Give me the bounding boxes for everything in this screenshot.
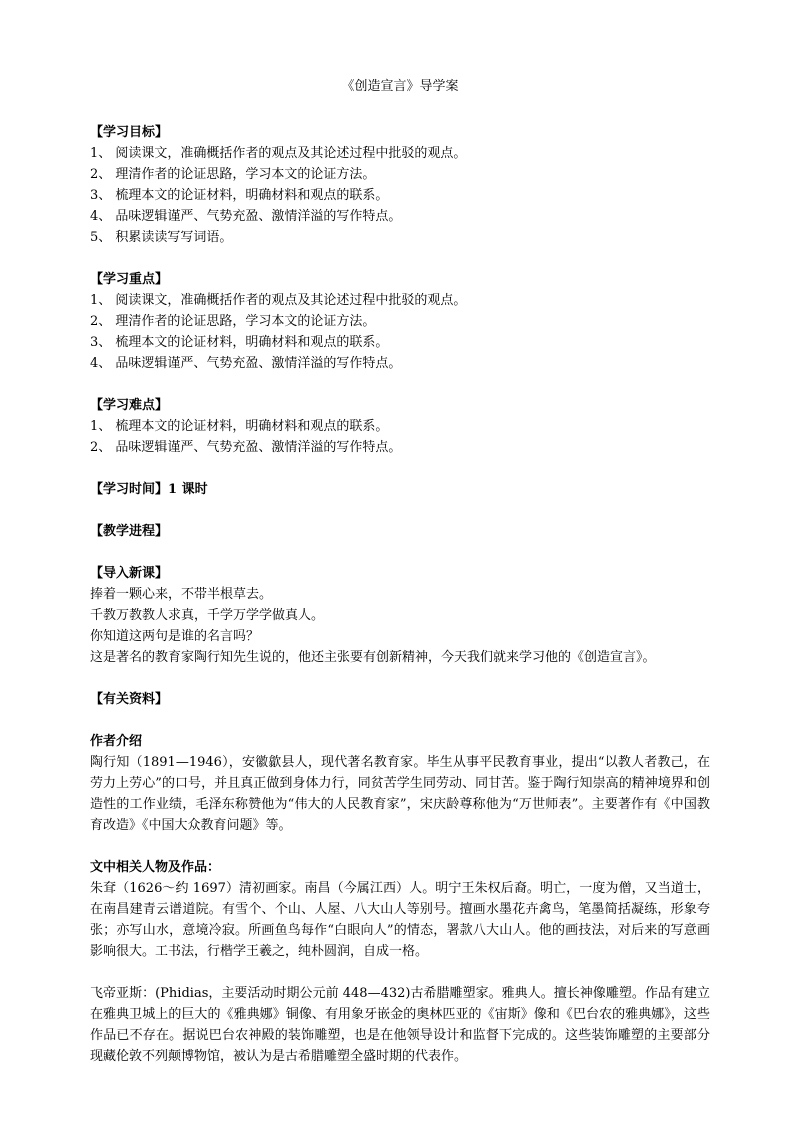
intro-line: 千教万教教人求真，千学万学学做真人。 — [90, 608, 325, 623]
spacer — [90, 710, 710, 731]
spacer — [90, 500, 710, 521]
zhuda-paragraph: 朱耷（1626～约 1697）清初画家。南昌（今属江西）人。明宁王朱权后裔。明亡，一度为僧，又当道士，在南昌建青云谱道院。有雪个、个山、人屋、八大山人等别号。擅画水墨花卉禽鸟，笔墨简括凝练，形象夸张；亦写山水，意境冷寂。所画鱼鸟每作“白眼向人”的情态，署款八大山人。他的画技法，对后来的写意画影响很大。工书法，行楷学王羲之，纯朴圆润，自成一格。 — [90, 881, 710, 959]
spacer — [90, 962, 710, 983]
key-point-item: 3、 梳理本文的论证材料，明确材料和观点的联系。 — [90, 335, 389, 350]
phidias-paragraph: 飞帝亚斯：(Phidias，主要活动时期公元前 448—432)古希腊雕塑家。雅典人。擅长神像雕塑。作品有建立在雅典卫城上的巨大的《雅典娜》铜像、有用象牙嵌金的奥林匹亚的《宙斯》像和《巴台农的雅典娜》，这些作品已不存在。据说巴台农神殿的装饰雕塑，也是在他领导设计和监督下完成的。这些装饰雕塑的主要部分现藏伦敦不列颠博物馆，被认为是古希腊雕塑全盛时期的代表作。 — [90, 986, 710, 1064]
key-points-heading: 【学习重点】 — [90, 272, 169, 287]
spacer — [90, 248, 710, 269]
intro-line: 这是著名的教育家陶行知先生说的，他还主张要有创新精神，今天我们就来学习他的《创造宣言》。 — [90, 650, 656, 665]
goal-item: 4、 品味逻辑谨严、气势充盈、激情洋溢的写作特点。 — [90, 209, 402, 224]
goal-item: 3、 梳理本文的论证材料，明确材料和观点的联系。 — [90, 188, 389, 203]
spacer — [90, 542, 710, 563]
study-time-heading: 【学习时间】1 课时 — [90, 482, 208, 497]
goals-heading: 【学习目标】 — [90, 125, 169, 140]
author-intro-heading: 作者介绍 — [90, 734, 143, 749]
spacer — [90, 458, 710, 479]
intro-line: 你知道这两句是谁的名言吗？ — [90, 629, 260, 644]
goal-item: 1、 阅读课文，准确概括作者的观点及其论述过程中批驳的观点。 — [90, 146, 467, 161]
materials-heading: 【有关资料】 — [90, 692, 169, 707]
teaching-process-heading: 【教学进程】 — [90, 524, 169, 539]
difficulties-heading: 【学习难点】 — [90, 398, 169, 413]
related-people-heading: 文中相关人物及作品： — [90, 860, 221, 875]
key-point-item: 2、 理清作者的论证思路，学习本文的论证方法。 — [90, 314, 376, 329]
intro-heading: 【导入新课】 — [90, 566, 169, 581]
intro-line: 捧着一颗心来，不带半根草去。 — [90, 587, 273, 602]
key-point-item: 4、 品味逻辑谨严、气势充盈、激情洋溢的写作特点。 — [90, 356, 402, 371]
spacer — [90, 836, 710, 857]
spacer — [90, 374, 710, 395]
document-page — [90, 78, 710, 1067]
key-point-item: 1、 阅读课文，准确概括作者的观点及其论述过程中批驳的观点。 — [90, 293, 467, 308]
difficulty-item: 1、 梳理本文的论证材料，明确材料和观点的联系。 — [90, 419, 389, 434]
difficulty-item: 2、 品味逻辑谨严、气势充盈、激情洋溢的写作特点。 — [90, 440, 402, 455]
page-title: 《创造宣言》导学案 — [341, 79, 459, 94]
spacer — [90, 668, 710, 689]
author-intro-paragraph: 陶行知（1891—1946），安徽歙县人，现代著名教育家。毕生从事平民教育事业，提出“以教人者教己，在劳力上劳心”的口号，并且真正做到身体力行，同贫苦学生同劳动、同甘苦。鉴于陶行知崇高的精神境界和创造性的工作业绩，毛泽东称赞他为“伟大的人民教育家”，宋庆龄尊称他为“万世师表”。主要著作有《中国教育改造》《中国大众教育问题》等。 — [90, 755, 710, 833]
goal-item: 5、 积累读读写写词语。 — [90, 230, 233, 245]
goal-item: 2、 理清作者的论证思路，学习本文的论证方法。 — [90, 167, 376, 182]
